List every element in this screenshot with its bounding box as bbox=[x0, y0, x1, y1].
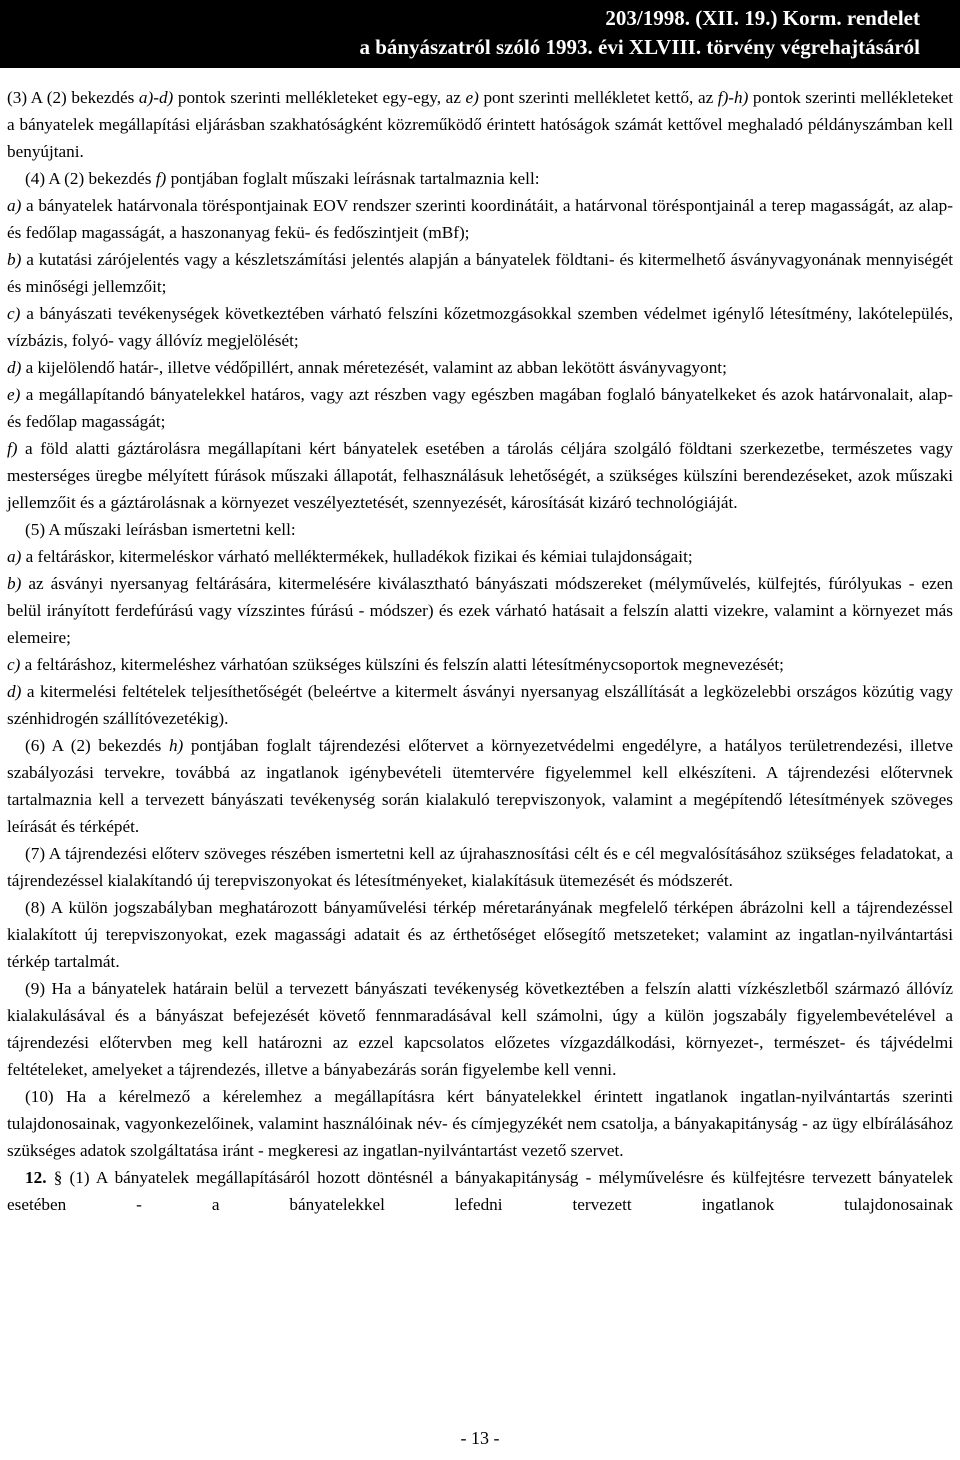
page-header bbox=[0, 0, 960, 68]
paragraph-8: (8) A külön jogszabályban meghatározott bányaművelési térkép méretarányának megfelelő térképen ábrázolni kell a tájrendezéssel kialakított új terepviszonyokat, ezek magassági adatait és az érthetőséget elősegítő metszeteket; valamint az ingatlan-nyilvántartási térkép tartalmát. bbox=[7, 898, 953, 971]
paragraph-5: (5) A műszaki leírásban ismertetni kell: bbox=[25, 520, 296, 539]
paragraph-4d: d) a kijelölendő határ-, illetve védőpillért, annak méretezését, valamint az abban lekötött ásványvagyont; bbox=[7, 358, 727, 377]
page-number: - 13 - bbox=[460, 1428, 500, 1448]
paragraph-7: (7) A tájrendezési előterv szöveges részében ismertetni kell az újrahasznosítási célt és e cél megvalósításához szükséges feladatokat, a tájrendezéssel kialakítandó új terepviszonyokat és létesítményeket, kialakításuk ütemezését és módszerét. bbox=[7, 844, 953, 890]
paragraph-4e: e) a megállapítandó bányatelekkel határos, vagy azt részben vagy egészben magában foglaló bányatelkeket és azok határvonalait, alap- és fedőlap magasságát; bbox=[7, 385, 953, 431]
paragraph-4c: c) a bányászati tevékenységek következtében várható felszíni kőzetmozgásokkal szemben védelmet igénylő létesítmény, lakótelepülés, vízbázis, folyó- vagy állóvíz megjelölését; bbox=[7, 304, 953, 350]
paragraph-4f: f) a föld alatti gáztárolásra megállapítani kért bányatelek esetében a tárolás céljára szolgáló földtani szerkezetbe, természetes vagy mesterséges üregbe mélyített fúrások műszaki állapotát, felhasználásuk lehetőségét, a szükséges külszíni berendezéseket, azok műszaki jellemzőit és a gáztárolásnak a környezet veszélyeztetését, szennyezését, károsítását kizáró technológiáját. bbox=[7, 439, 953, 512]
header-line-2: a bányászatról szóló 1993. évi XLVIII. törvény végrehajtásáról bbox=[359, 35, 920, 59]
paragraph-5c: c) a feltáráshoz, kitermeléshez várhatóan szükséges külszíni és felszín alatti létesítménycsoportok megnevezését; bbox=[7, 655, 784, 674]
paragraph-5d: d) a kitermelési feltételek teljesíthetőségét (beleértve a kitermelt ásványi nyersanyag elszállítását a legközelebbi országos közútig vagy szénhidrogén szállítóvezetékig). bbox=[7, 682, 953, 728]
document-body bbox=[7, 84, 953, 1218]
paragraph-6: (6) A (2) bekezdés h) pontjában foglalt tájrendezési előtervet a környezetvédelmi engedélyre, a hatályos területrendezési, illetve szabályozási tervekre, továbbá az ingatlanok igénybevételi ütemtervére figyelemmel kell elkészíteni. A tájrendezési előtervnek tartalmaznia kell a tervezett bányászati tevékenység során kialakuló terepviszonyok, valamint a megépítendő létesítmények szöveges leírását és térképét. bbox=[7, 736, 953, 836]
paragraph-5a: a) a feltáráskor, kitermeléskor várható melléktermékek, hulladékok fizikai és kémiai tulajdonságait; bbox=[7, 547, 693, 566]
paragraph-4: (4) A (2) bekezdés f) pontjában foglalt műszaki leírásnak tartalmaznia kell: bbox=[25, 169, 540, 188]
section-12: 12. § (1) A bányatelek megállapításáról hozott döntésnél a bányakapitányság - mélyművelésre és külfejtésre tervezett bányatelek esetében - a bányatelekkel lefedni tervezett ingatlanok tulajdonosainak bbox=[7, 1168, 953, 1214]
paragraph-3: (3) A (2) bekezdés a)-d) pontok szerinti mellékleteket egy-egy, az e) pont szerinti mellékletet kettő, az f)-h) pontok szerinti mellékleteket a bányatelek megállapítási eljárásban szakhatóságként közreműködő érintett hatóságok számát kettővel meghaladó példányszámban kell benyújtani. bbox=[7, 88, 954, 161]
paragraph-4a: a) a bányatelek határvonala töréspontjainak EOV rendszer szerinti koordinátáit, a határvonal töréspontjainál a terep magasságát, az alap- és fedőlap magasságát, a haszonanyag fekü- és fedőszintjeit (mBf); bbox=[7, 196, 953, 242]
header-line-1: 203/1998. (XII. 19.) Korm. rendelet bbox=[605, 6, 920, 30]
paragraph-10: (10) Ha a kérelmező a kérelemhez a megállapításra kért bányatelekkel érintett ingatlanok ingatlan-nyilvántartás szerinti tulajdonosainak, vagyonkezelőinek, valamint használóinak név- és címjegyzékét nem csatolja, a bányakapitányság - az ügy elbírálásához szükséges adatok szolgáltatása iránt - megkeresi az ingatlan-nyilvántartást vezető szervet. bbox=[7, 1087, 953, 1160]
paragraph-4b: b) a kutatási zárójelentés vagy a készletszámítási jelentés alapján a bányatelek földtani- és kitermelhető ásványvagyonának mennyiségét és minőségi jellemzőit; bbox=[7, 250, 953, 296]
paragraph-5b: b) az ásványi nyersanyag feltárására, kitermelésére kiválasztható bányászati módszereket (mélyművelés, külfejtés, fúrólyukas - ezen belül irányított ferdefúrású vagy vízszintes fúrású - módszer) és ezek várható hatásait a felszín alatti vizekre, valamint a környezet más elemeire; bbox=[7, 574, 953, 647]
paragraph-9: (9) Ha a bányatelek határain belül a tervezett bányászati tevékenység következtében a felszín alatti vízkészletből származó állóvíz kialakulásával és a bányászat befejezését követő fennmaradásával kell számolni, úgy a külön jogszabály figyelembevételével a tájrendezési előtervben meg kell határozni az ezzel kapcsolatos előzetes vízgazdálkodási, környezet-, természet- és tájvédelmi feltételeket, amelyeket a tájrendezés, illetve a bányabezárás során figyelembe kell venni. bbox=[7, 979, 953, 1079]
